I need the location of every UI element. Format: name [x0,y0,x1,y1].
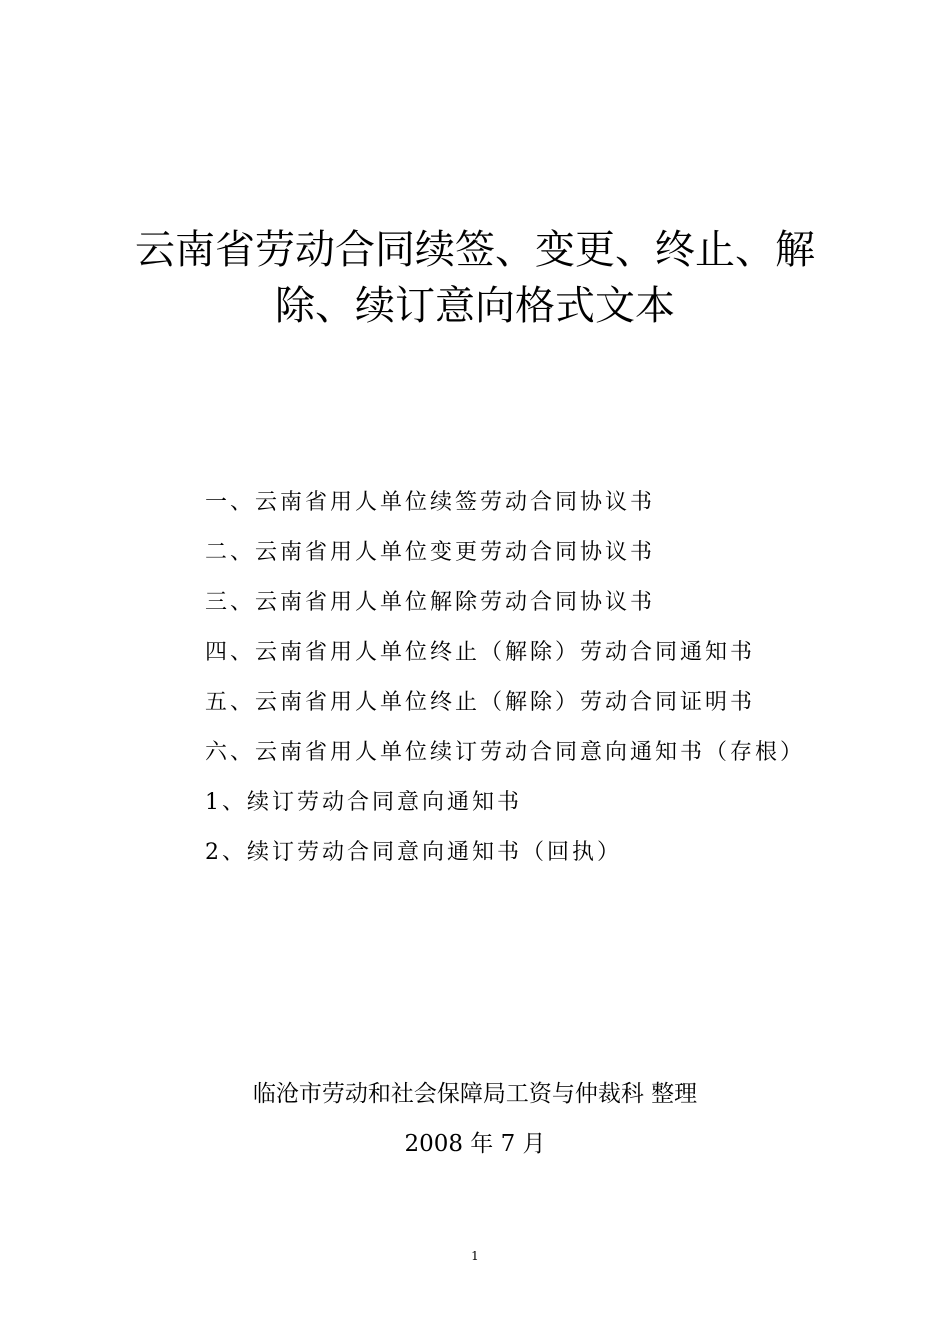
table-of-contents [205,478,885,878]
document-title [0,222,950,334]
toc-item-6: 六、云南省用人单位续订劳动合同意向通知书（存根） [205,740,806,765]
toc-item-2: 二、云南省用人单位变更劳动合同协议书 [205,540,656,565]
compiling-organization: 临沧市劳动和社会保障局工资与仲裁科 整理 [252,1081,698,1107]
toc-item-4: 四、云南省用人单位终止（解除）劳动合同通知书 [205,640,756,665]
toc-item-6-2: 2、续订劳动合同意向通知书（回执） [205,840,622,865]
document-date: 2008 年 7 月 [404,1131,546,1157]
toc-item-1: 一、云南省用人单位续签劳动合同协议书 [205,490,656,515]
toc-item-3: 三、云南省用人单位解除劳动合同协议书 [205,590,656,615]
title-line-1: 云南省劳动合同续签、变更、终止、解 [135,227,815,273]
page-number: 1 [471,1249,479,1263]
title-line-2: 除、续订意向格式文本 [275,283,675,329]
toc-item-5: 五、云南省用人单位终止（解除）劳动合同证明书 [205,690,756,715]
toc-item-6-1: 1、续订劳动合同意向通知书 [205,790,522,815]
